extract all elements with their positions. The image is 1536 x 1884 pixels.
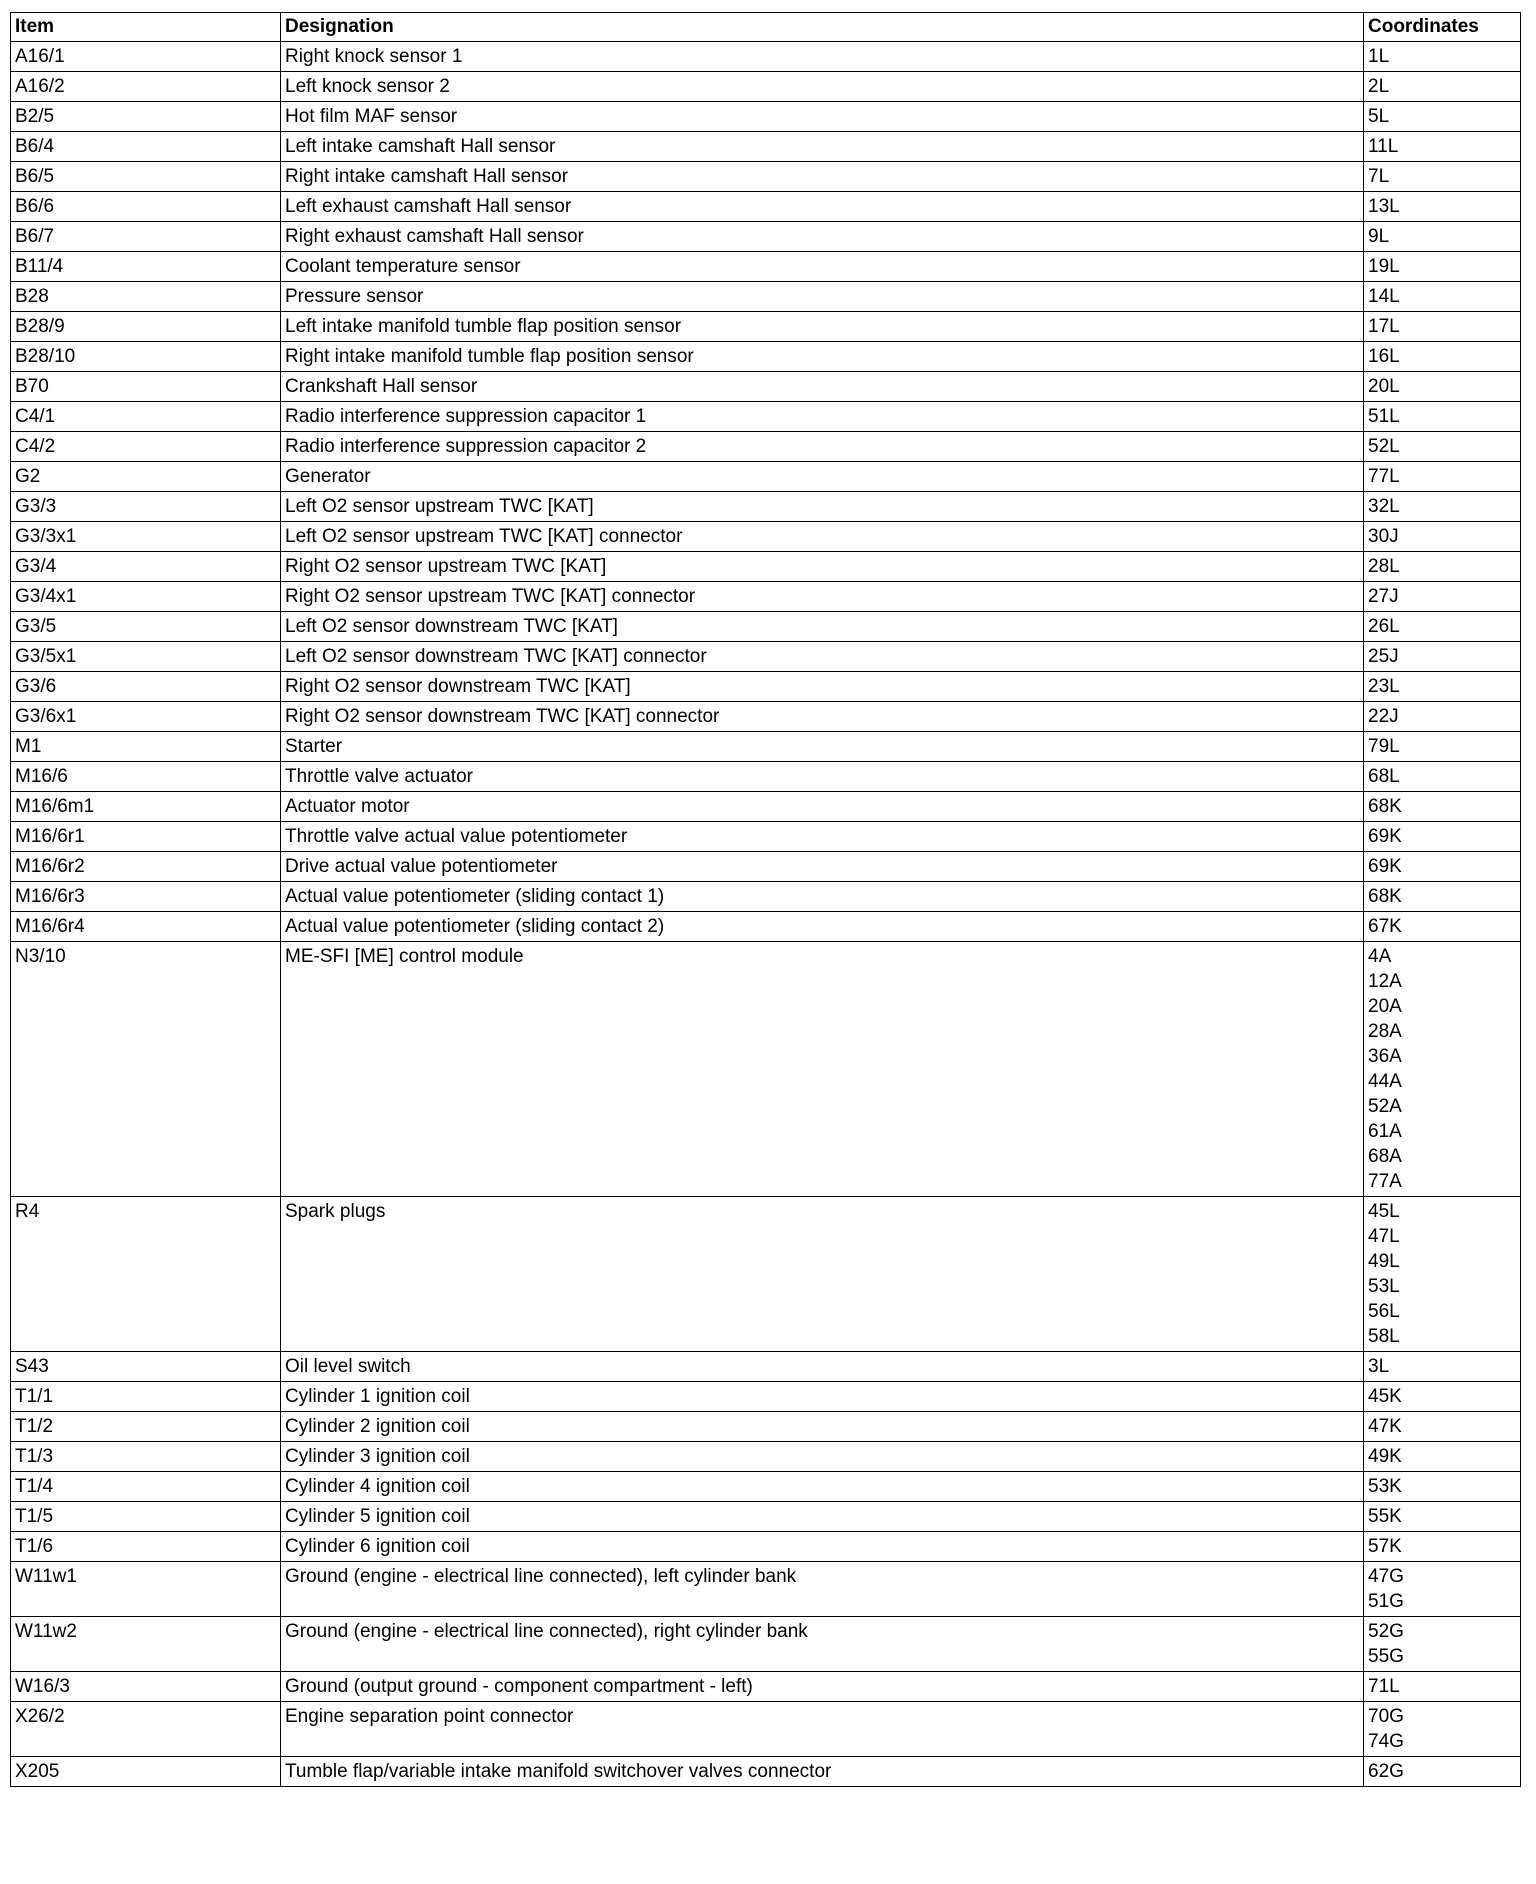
table-row	[11, 1197, 1521, 1352]
header-designation: Designation	[281, 13, 1364, 42]
table-row	[11, 462, 1521, 492]
designation-cell: Cylinder 4 ignition coil	[281, 1472, 1364, 1502]
table-row	[11, 522, 1521, 552]
coordinates-cell	[1364, 222, 1521, 252]
table-row	[11, 1757, 1521, 1787]
coordinates-cell	[1364, 642, 1521, 672]
designation-cell: Oil level switch	[281, 1352, 1364, 1382]
item-cell: T1/6	[11, 1532, 281, 1562]
designation-cell: Right intake manifold tumble flap position sensor	[281, 342, 1364, 372]
designation-cell: Generator	[281, 462, 1364, 492]
coordinates-cell	[1364, 1442, 1521, 1472]
coordinate-value: 23L	[1368, 676, 1400, 697]
header-item: Item	[11, 13, 281, 42]
item-cell: T1/2	[11, 1412, 281, 1442]
item-cell: G3/3x1	[11, 522, 281, 552]
designation-cell: Ground (engine - electrical line connected), right cylinder bank	[281, 1617, 1364, 1672]
coordinates-cell	[1364, 582, 1521, 612]
table-row	[11, 282, 1521, 312]
item-cell: B6/7	[11, 222, 281, 252]
coordinates-cell	[1364, 42, 1521, 72]
coordinates-cell	[1364, 1702, 1521, 1757]
coordinate-value: 68K	[1368, 886, 1402, 907]
coordinates-cell	[1364, 822, 1521, 852]
table-row	[11, 432, 1521, 462]
coordinate-value: 55K	[1368, 1506, 1402, 1527]
item-cell: G3/4	[11, 552, 281, 582]
item-cell: C4/1	[11, 402, 281, 432]
designation-cell: Coolant temperature sensor	[281, 252, 1364, 282]
table-row	[11, 42, 1521, 72]
table-row	[11, 312, 1521, 342]
coordinate-value: 4A	[1368, 946, 1392, 967]
coordinates-cell	[1364, 432, 1521, 462]
table-row	[11, 822, 1521, 852]
designation-cell: Tumble flap/variable intake manifold switchover valves connector	[281, 1757, 1364, 1787]
designation-cell: Right exhaust camshaft Hall sensor	[281, 222, 1364, 252]
coordinate-value: 2L	[1368, 76, 1390, 97]
header-coordinates: Coordinates	[1364, 13, 1521, 42]
coordinate-value: 32L	[1368, 496, 1400, 517]
coordinate-value: 67K	[1368, 916, 1402, 937]
item-cell: M16/6r1	[11, 822, 281, 852]
component-table	[10, 12, 1521, 1787]
coordinate-value: 1L	[1368, 46, 1390, 67]
item-cell: W11w1	[11, 1562, 281, 1617]
item-cell: G3/6x1	[11, 702, 281, 732]
item-cell: M16/6r2	[11, 852, 281, 882]
item-cell: M1	[11, 732, 281, 762]
designation-cell: Cylinder 3 ignition coil	[281, 1442, 1364, 1472]
coordinates-cell	[1364, 1562, 1521, 1617]
coordinates-cell	[1364, 1532, 1521, 1562]
coordinates-cell	[1364, 1502, 1521, 1532]
table-row	[11, 1382, 1521, 1412]
table-row	[11, 1352, 1521, 1382]
coordinates-cell	[1364, 942, 1521, 1197]
item-cell: B28/9	[11, 312, 281, 342]
table-row	[11, 162, 1521, 192]
item-cell: W11w2	[11, 1617, 281, 1672]
designation-cell: Starter	[281, 732, 1364, 762]
table-row	[11, 702, 1521, 732]
coordinate-value: 70G	[1368, 1706, 1404, 1727]
table-row	[11, 552, 1521, 582]
item-cell: C4/2	[11, 432, 281, 462]
coordinate-value: 3L	[1368, 1356, 1390, 1377]
coordinates-cell	[1364, 1757, 1521, 1787]
item-cell: N3/10	[11, 942, 281, 1197]
item-cell: G3/5x1	[11, 642, 281, 672]
item-cell: T1/4	[11, 1472, 281, 1502]
coordinate-value: 36A	[1368, 1046, 1402, 1067]
item-cell: T1/5	[11, 1502, 281, 1532]
coordinate-value: 47K	[1368, 1416, 1402, 1437]
designation-cell: Cylinder 1 ignition coil	[281, 1382, 1364, 1412]
table-row	[11, 1672, 1521, 1702]
coordinate-value: 20A	[1368, 996, 1402, 1017]
designation-cell: Pressure sensor	[281, 282, 1364, 312]
coordinate-value: 12A	[1368, 971, 1402, 992]
designation-cell: Right knock sensor 1	[281, 42, 1364, 72]
coordinate-value: 30J	[1368, 526, 1399, 547]
coordinate-value: 69K	[1368, 826, 1402, 847]
coordinate-value: 28L	[1368, 556, 1400, 577]
coordinate-value: 61A	[1368, 1121, 1402, 1142]
coordinates-cell	[1364, 852, 1521, 882]
table-row	[11, 1412, 1521, 1442]
item-cell: A16/1	[11, 42, 281, 72]
coordinate-value: 16L	[1368, 346, 1400, 367]
item-cell: X205	[11, 1757, 281, 1787]
table-row	[11, 1442, 1521, 1472]
item-cell: G3/5	[11, 612, 281, 642]
coordinate-value: 45K	[1368, 1386, 1402, 1407]
table-row	[11, 252, 1521, 282]
table-row	[11, 372, 1521, 402]
designation-cell: Actuator motor	[281, 792, 1364, 822]
designation-cell: Cylinder 6 ignition coil	[281, 1532, 1364, 1562]
table-row	[11, 642, 1521, 672]
table-body	[11, 42, 1521, 1787]
coordinate-value: 68K	[1368, 796, 1402, 817]
table-row	[11, 762, 1521, 792]
table-row	[11, 402, 1521, 432]
table-row	[11, 882, 1521, 912]
designation-cell: Drive actual value potentiometer	[281, 852, 1364, 882]
designation-cell: Cylinder 2 ignition coil	[281, 1412, 1364, 1442]
coordinate-value: 47G	[1368, 1566, 1404, 1587]
table-row	[11, 672, 1521, 702]
coordinates-cell	[1364, 522, 1521, 552]
coordinates-cell	[1364, 312, 1521, 342]
item-cell: S43	[11, 1352, 281, 1382]
designation-cell: Engine separation point connector	[281, 1702, 1364, 1757]
coordinates-cell	[1364, 252, 1521, 282]
coordinate-value: 77L	[1368, 466, 1400, 487]
designation-cell: Right O2 sensor downstream TWC [KAT]	[281, 672, 1364, 702]
coordinate-value: 17L	[1368, 316, 1400, 337]
item-cell: G3/3	[11, 492, 281, 522]
coordinate-value: 9L	[1368, 226, 1390, 247]
table-row	[11, 792, 1521, 822]
table-row	[11, 942, 1521, 1197]
coordinate-value: 11L	[1368, 136, 1399, 157]
item-cell: M16/6	[11, 762, 281, 792]
table-row	[11, 192, 1521, 222]
coordinates-cell	[1364, 102, 1521, 132]
coordinate-value: 68L	[1368, 766, 1400, 787]
designation-cell: Left intake manifold tumble flap position sensor	[281, 312, 1364, 342]
table-row	[11, 1502, 1521, 1532]
designation-cell: Ground (engine - electrical line connected), left cylinder bank	[281, 1562, 1364, 1617]
designation-cell: Crankshaft Hall sensor	[281, 372, 1364, 402]
coordinate-value: 51G	[1368, 1591, 1404, 1612]
designation-cell: Actual value potentiometer (sliding contact 2)	[281, 912, 1364, 942]
coordinate-value: 51L	[1368, 406, 1400, 427]
table-row	[11, 582, 1521, 612]
coordinate-value: 69K	[1368, 856, 1402, 877]
designation-cell: Radio interference suppression capacitor 2	[281, 432, 1364, 462]
item-cell: B6/4	[11, 132, 281, 162]
table-row	[11, 912, 1521, 942]
coordinates-cell	[1364, 732, 1521, 762]
coordinates-cell	[1364, 372, 1521, 402]
table-header	[11, 13, 1521, 42]
designation-cell: Left O2 sensor upstream TWC [KAT] connector	[281, 522, 1364, 552]
coordinates-cell	[1364, 492, 1521, 522]
item-cell: T1/1	[11, 1382, 281, 1412]
coordinates-cell	[1364, 72, 1521, 102]
coordinate-value: 74G	[1368, 1731, 1404, 1752]
item-cell: M16/6r4	[11, 912, 281, 942]
designation-cell: Spark plugs	[281, 1197, 1364, 1352]
table-row	[11, 492, 1521, 522]
designation-cell: Right O2 sensor upstream TWC [KAT]	[281, 552, 1364, 582]
item-cell: B28	[11, 282, 281, 312]
table-row	[11, 1562, 1521, 1617]
item-cell: B70	[11, 372, 281, 402]
item-cell: B6/5	[11, 162, 281, 192]
coordinates-cell	[1364, 702, 1521, 732]
coordinates-cell	[1364, 162, 1521, 192]
coordinates-cell	[1364, 192, 1521, 222]
coordinates-cell	[1364, 132, 1521, 162]
coordinates-cell	[1364, 1352, 1521, 1382]
item-cell: M16/6m1	[11, 792, 281, 822]
item-cell: A16/2	[11, 72, 281, 102]
coordinate-value: 22J	[1368, 706, 1399, 727]
table-row	[11, 222, 1521, 252]
coordinate-value: 79L	[1368, 736, 1400, 757]
table-row	[11, 342, 1521, 372]
coordinate-value: 53K	[1368, 1476, 1402, 1497]
coordinate-value: 26L	[1368, 616, 1400, 637]
coordinates-cell	[1364, 762, 1521, 792]
coordinate-value: 52A	[1368, 1096, 1402, 1117]
coordinates-cell	[1364, 1197, 1521, 1352]
coordinate-value: 5L	[1368, 106, 1390, 127]
designation-cell: Actual value potentiometer (sliding contact 1)	[281, 882, 1364, 912]
coordinate-value: 77A	[1368, 1171, 1402, 1192]
item-cell: G2	[11, 462, 281, 492]
designation-cell: Left O2 sensor upstream TWC [KAT]	[281, 492, 1364, 522]
item-cell: G3/6	[11, 672, 281, 702]
coordinate-value: 28A	[1368, 1021, 1402, 1042]
table-row	[11, 1472, 1521, 1502]
coordinates-cell	[1364, 1412, 1521, 1442]
coordinate-value: 47L	[1368, 1226, 1400, 1247]
coordinates-cell	[1364, 1672, 1521, 1702]
designation-cell: Throttle valve actual value potentiometer	[281, 822, 1364, 852]
table-row	[11, 732, 1521, 762]
coordinate-value: 52L	[1368, 436, 1400, 457]
designation-cell: Ground (output ground - component compartment - left)	[281, 1672, 1364, 1702]
table-row	[11, 72, 1521, 102]
table-row	[11, 1617, 1521, 1672]
designation-cell: Throttle valve actuator	[281, 762, 1364, 792]
coordinates-cell	[1364, 792, 1521, 822]
coordinate-value: 44A	[1368, 1071, 1402, 1092]
header-row	[11, 13, 1521, 42]
table-row	[11, 1702, 1521, 1757]
coordinate-value: 55G	[1368, 1646, 1404, 1667]
table-row	[11, 132, 1521, 162]
coordinates-cell	[1364, 552, 1521, 582]
coordinates-cell	[1364, 1382, 1521, 1412]
coordinate-value: 27J	[1368, 586, 1399, 607]
coordinates-cell	[1364, 612, 1521, 642]
designation-cell: Left intake camshaft Hall sensor	[281, 132, 1364, 162]
designation-cell: Left O2 sensor downstream TWC [KAT]	[281, 612, 1364, 642]
designation-cell: Hot film MAF sensor	[281, 102, 1364, 132]
coordinate-value: 7L	[1368, 166, 1390, 187]
item-cell: T1/3	[11, 1442, 281, 1472]
coordinate-value: 25J	[1368, 646, 1399, 667]
coordinate-value: 49K	[1368, 1446, 1402, 1467]
coordinate-value: 14L	[1368, 286, 1400, 307]
coordinate-value: 71L	[1368, 1676, 1400, 1697]
component-table-sheet	[10, 12, 1520, 1787]
table-row	[11, 612, 1521, 642]
table-row	[11, 852, 1521, 882]
coordinate-value: 56L	[1368, 1301, 1400, 1322]
designation-cell: Left O2 sensor downstream TWC [KAT] connector	[281, 642, 1364, 672]
coordinate-value: 53L	[1368, 1276, 1400, 1297]
designation-cell: Right O2 sensor upstream TWC [KAT] connector	[281, 582, 1364, 612]
coordinates-cell	[1364, 1472, 1521, 1502]
coordinates-cell	[1364, 402, 1521, 432]
coordinate-value: 45L	[1368, 1201, 1400, 1222]
coordinate-value: 57K	[1368, 1536, 1402, 1557]
coordinate-value: 49L	[1368, 1251, 1400, 1272]
coordinate-value: 13L	[1368, 196, 1400, 217]
designation-cell: Right intake camshaft Hall sensor	[281, 162, 1364, 192]
item-cell: B6/6	[11, 192, 281, 222]
designation-cell: Left knock sensor 2	[281, 72, 1364, 102]
designation-cell: Radio interference suppression capacitor 1	[281, 402, 1364, 432]
coordinates-cell	[1364, 462, 1521, 492]
coordinate-value: 20L	[1368, 376, 1400, 397]
item-cell: B28/10	[11, 342, 281, 372]
coordinate-value: 58L	[1368, 1326, 1400, 1347]
coordinate-value: 62G	[1368, 1761, 1404, 1782]
designation-cell: ME-SFI [ME] control module	[281, 942, 1364, 1197]
item-cell: X26/2	[11, 1702, 281, 1757]
item-cell: B2/5	[11, 102, 281, 132]
coordinate-value: 52G	[1368, 1621, 1404, 1642]
designation-cell: Cylinder 5 ignition coil	[281, 1502, 1364, 1532]
table-row	[11, 102, 1521, 132]
item-cell: G3/4x1	[11, 582, 281, 612]
table-row	[11, 1532, 1521, 1562]
coordinates-cell	[1364, 282, 1521, 312]
coordinates-cell	[1364, 1617, 1521, 1672]
coordinates-cell	[1364, 342, 1521, 372]
item-cell: M16/6r3	[11, 882, 281, 912]
coordinates-cell	[1364, 882, 1521, 912]
coordinate-value: 68A	[1368, 1146, 1402, 1167]
item-cell: B11/4	[11, 252, 281, 282]
designation-cell: Right O2 sensor downstream TWC [KAT] connector	[281, 702, 1364, 732]
coordinates-cell	[1364, 672, 1521, 702]
item-cell: W16/3	[11, 1672, 281, 1702]
coordinates-cell	[1364, 912, 1521, 942]
coordinate-value: 19L	[1368, 256, 1400, 277]
item-cell: R4	[11, 1197, 281, 1352]
designation-cell: Left exhaust camshaft Hall sensor	[281, 192, 1364, 222]
